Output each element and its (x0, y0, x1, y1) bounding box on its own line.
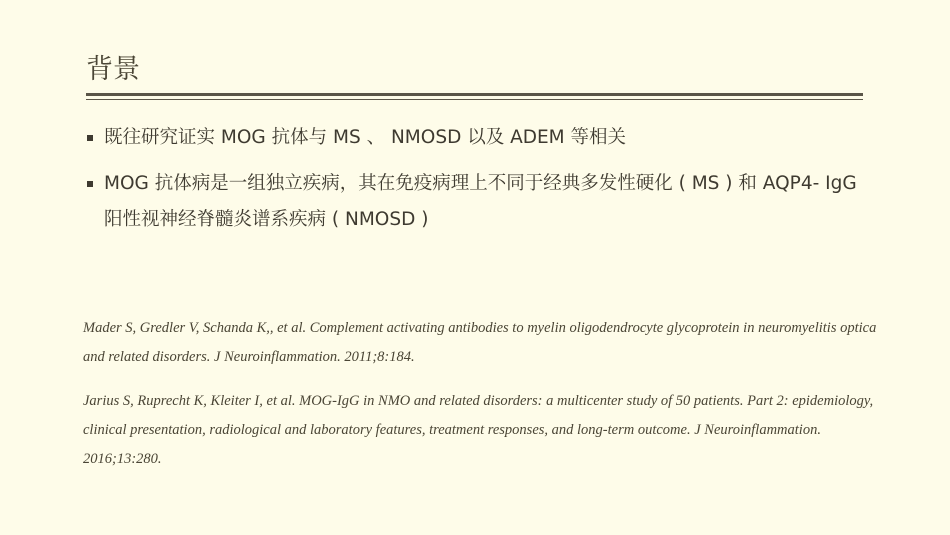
reference-item: Mader S, Gredler V, Schanda K,, et al. Complement activating antibodies to myelin oligodendrocyte glycoprotein in neuromyelitis optica and related disorders. J Neuroinflammation. 2011;8:184. (83, 320, 877, 365)
reference-item: Jarius S, Ruprecht K, Kleiter I, et al. MOG-IgG in NMO and related disorders: a multicenter study of 50 patients. Part 2: epidemiology, clinical presentation, radiological and laboratory features, treatment responses, and long-term outcome. J Neuroinflammation. 2016;13:280. (83, 393, 874, 467)
square-bullet-icon (87, 181, 93, 187)
slide-title: 背景 (86, 54, 140, 85)
bullet-list (86, 120, 866, 248)
bullet-text: 既往研究证实 MOG 抗体与 MS 、 NMOSD 以及 ADEM 等相关 (104, 127, 627, 148)
title-divider-thin (86, 99, 863, 100)
bullet-item (86, 120, 866, 156)
square-bullet-icon (87, 135, 93, 141)
bullet-text: MOG 抗体病是一组独立疾病，其在免疫病理上不同于经典多发性硬化 ( MS ) 和 AQP4- IgG 阳性视神经脊髓炎谱系疾病 ( NMOSD ) (104, 173, 857, 230)
title-divider-thick (86, 93, 863, 96)
bullet-item (86, 166, 866, 238)
references (83, 314, 883, 489)
